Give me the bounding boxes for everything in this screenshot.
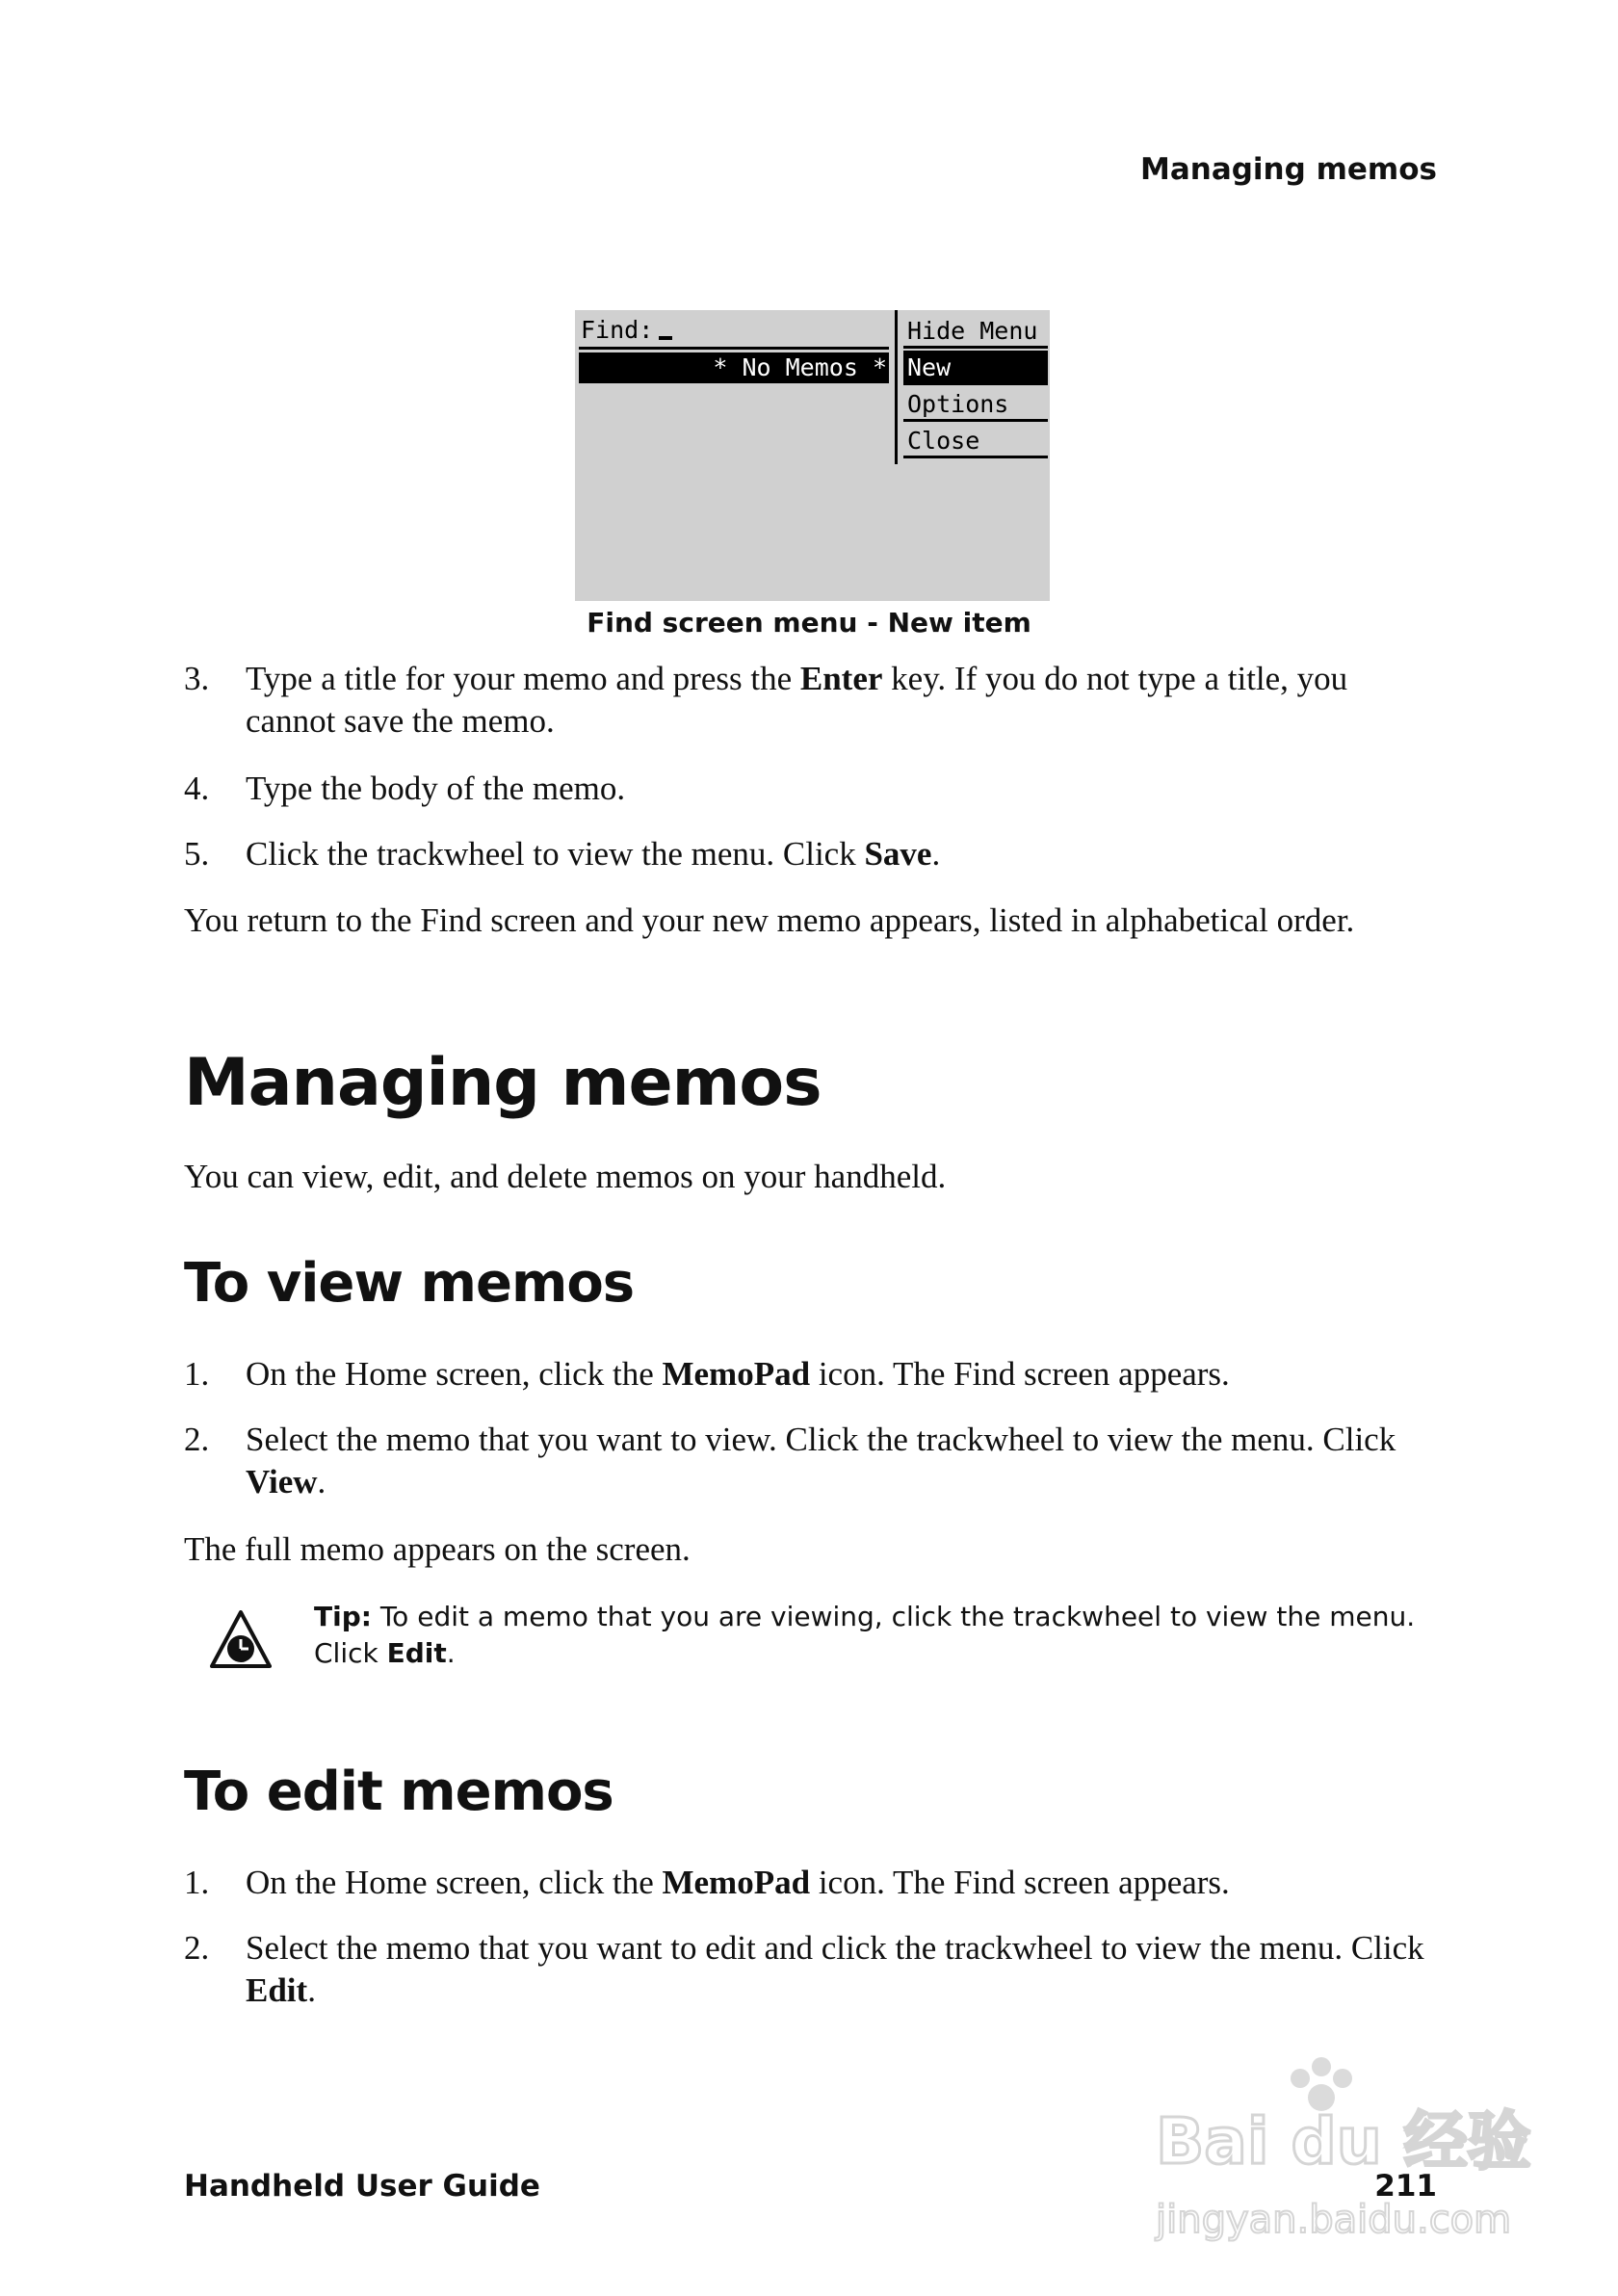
section-heading: Managing memos — [184, 1045, 822, 1121]
find-divider — [579, 347, 889, 350]
baidu-watermark — [1146, 2049, 1531, 2252]
menu-item-close[interactable]: Close — [903, 424, 1048, 458]
handheld-screenshot — [575, 310, 1050, 601]
menu-item-options[interactable]: Options — [903, 387, 1048, 422]
context-menu — [895, 310, 1050, 464]
tip-text: Tip: To edit a memo that you are viewing, click the trackwheel to view the menu. Click Edit. — [314, 1601, 1416, 1669]
find-label: Find: — [581, 316, 654, 344]
menu-item-new[interactable]: New — [903, 351, 1048, 385]
running-header: Managing memos — [1139, 152, 1437, 187]
figure-caption: Find screen menu - New item — [587, 607, 1031, 639]
tip-clock-icon — [210, 1610, 272, 1668]
return-paragraph: You return to the Find screen and your new memo appears, listed in alphabetical order. — [184, 901, 1355, 939]
find-field — [581, 314, 891, 347]
edit-memos-heading: To edit memos — [184, 1761, 613, 1823]
text-cursor — [659, 336, 672, 340]
page-number: 211 — [1374, 2169, 1437, 2204]
view-memos-heading: To view memos — [184, 1252, 635, 1315]
watermark-url: jingyan.baidu.com — [1156, 2198, 1512, 2242]
memo-list-item: * No Memos * — [579, 352, 889, 383]
footer-guide-title: Handheld User Guide — [184, 2169, 540, 2204]
menu-item-hide-menu[interactable]: Hide Menu — [903, 314, 1048, 349]
section-intro: You can view, edit, and delete memos on your handheld. — [184, 1158, 947, 1195]
view-result: The full memo appears on the screen. — [184, 1530, 691, 1568]
watermark-brand: Bai du 经验 — [1156, 2104, 1531, 2179]
